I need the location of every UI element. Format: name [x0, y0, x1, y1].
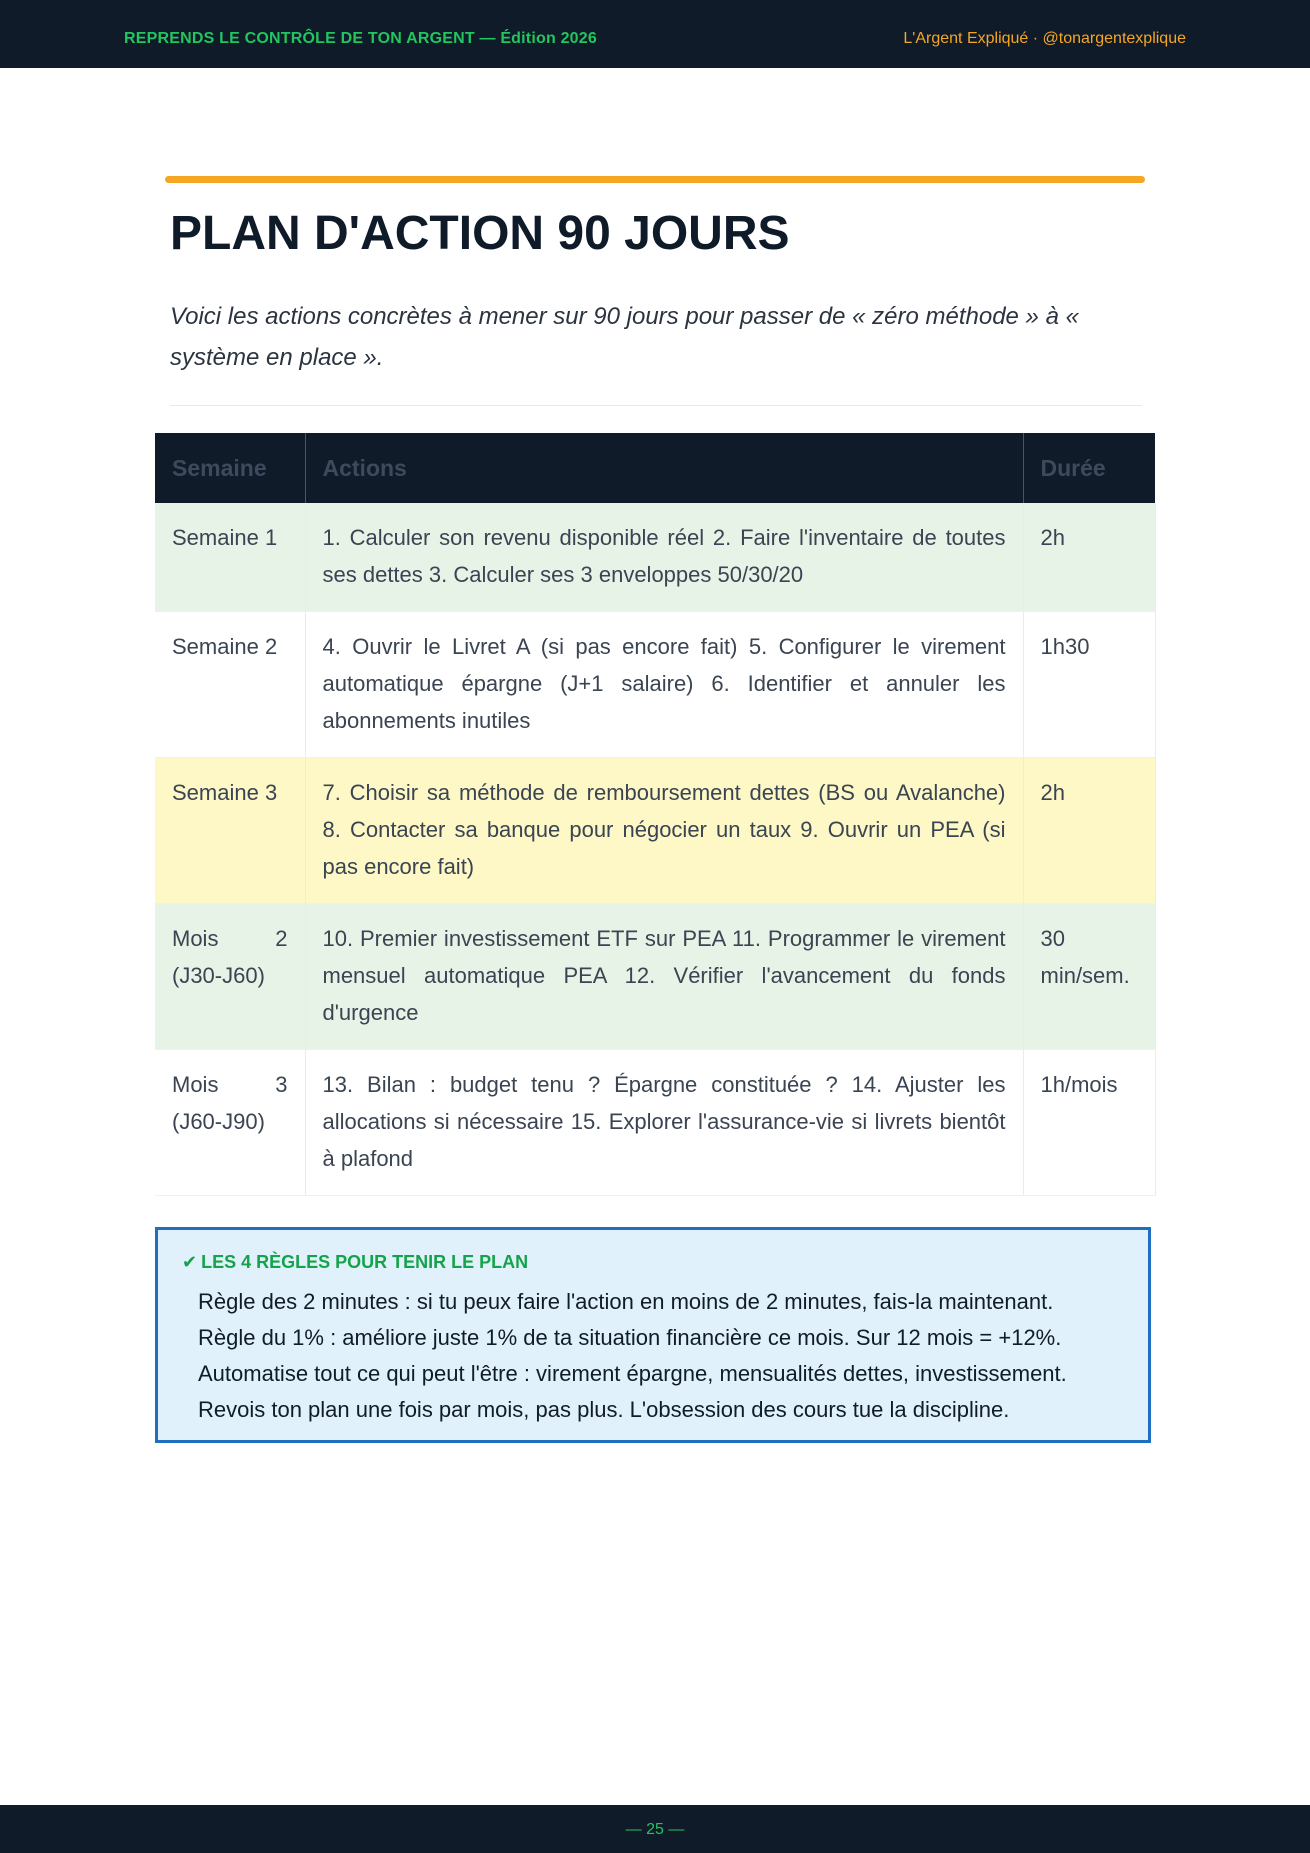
- row-actions: 1. Calculer son revenu disponible réel 2. Faire l'inventaire de toutes ses dettes 3. Calculer ses 3 enveloppes 50/30/20: [305, 503, 1023, 612]
- table-row: [155, 904, 1155, 1050]
- intro-text: Voici les actions concrètes à mener sur 90 jours pour passer de « zéro méthode » à « système en place ».: [170, 303, 1079, 371]
- table-row: [155, 758, 1155, 904]
- row-actions: 7. Choisir sa méthode de remboursement dettes (BS ou Avalanche) 8. Contacter sa banque pour négocier un taux 9. Ouvrir un PEA (si pas encore fait): [305, 758, 1023, 904]
- rule-item: Règle des 2 minutes : si tu peux faire l'action en moins de 2 minutes, fais-la maintenant.: [198, 1289, 1054, 1314]
- check-icon: ✔: [182, 1252, 198, 1272]
- rules-box: [155, 1227, 1151, 1443]
- rule-item: Revois ton plan une fois par mois, pas plus. L'obsession des cours tue la discipline.: [198, 1397, 1010, 1422]
- title-accent-line: [165, 176, 1145, 183]
- row-period: Mois 3 (J60-J90): [155, 1050, 305, 1196]
- row-duration: 1h30: [1023, 612, 1155, 758]
- column-header-duration: Durée: [1023, 433, 1155, 503]
- page-number: — 25 —: [625, 1821, 685, 1838]
- row-duration: 2h: [1023, 758, 1155, 904]
- rules-heading-label: LES 4 RÈGLES POUR TENIR LE PLAN: [201, 1252, 529, 1272]
- row-duration: 30 min/sem.: [1023, 904, 1155, 1050]
- rule-item: Règle du 1% : améliore juste 1% de ta situation financière ce mois. Sur 12 mois = +12%.: [198, 1325, 1062, 1350]
- header-bar: [0, 0, 1310, 68]
- row-period: Semaine 3: [155, 758, 305, 904]
- row-duration: 2h: [1023, 503, 1155, 612]
- author-handle: L'Argent Expliqué · @tonargentexplique: [903, 30, 1186, 47]
- divider: [170, 405, 1142, 406]
- rules-heading: [182, 1252, 528, 1273]
- footer-bar: [0, 1805, 1310, 1853]
- book-title: REPRENDS LE CONTRÔLE DE TON ARGENT — Édition 2026: [124, 30, 597, 47]
- rule-item: Automatise tout ce qui peut l'être : virement épargne, mensualités dettes, investissement.: [198, 1361, 1067, 1386]
- column-header-actions: Actions: [305, 433, 1023, 503]
- table-header-row: [155, 433, 1155, 503]
- rules-list: [198, 1284, 1067, 1428]
- table-row: [155, 612, 1155, 758]
- table-row: [155, 1050, 1155, 1196]
- column-header-week: Semaine: [155, 433, 305, 503]
- row-duration: 1h/mois: [1023, 1050, 1155, 1196]
- page-title: PLAN D'ACTION 90 JOURS: [170, 207, 790, 260]
- action-plan-table: [155, 433, 1156, 1196]
- row-period: Semaine 2: [155, 612, 305, 758]
- row-period: Semaine 1: [155, 503, 305, 612]
- row-actions: 4. Ouvrir le Livret A (si pas encore fait) 5. Configurer le virement automatique épargne (J+1 salaire) 6. Identifier et annuler les abonnements inutiles: [305, 612, 1023, 758]
- row-actions: 13. Bilan : budget tenu ? Épargne constituée ? 14. Ajuster les allocations si nécessaire 15. Explorer l'assurance-vie si livrets bientôt à plafond: [305, 1050, 1023, 1196]
- table-row: [155, 503, 1155, 612]
- row-period: Mois 2 (J30-J60): [155, 904, 305, 1050]
- row-actions: 10. Premier investissement ETF sur PEA 11. Programmer le virement mensuel automatique PEA 12. Vérifier l'avancement du fonds d'urgence: [305, 904, 1023, 1050]
